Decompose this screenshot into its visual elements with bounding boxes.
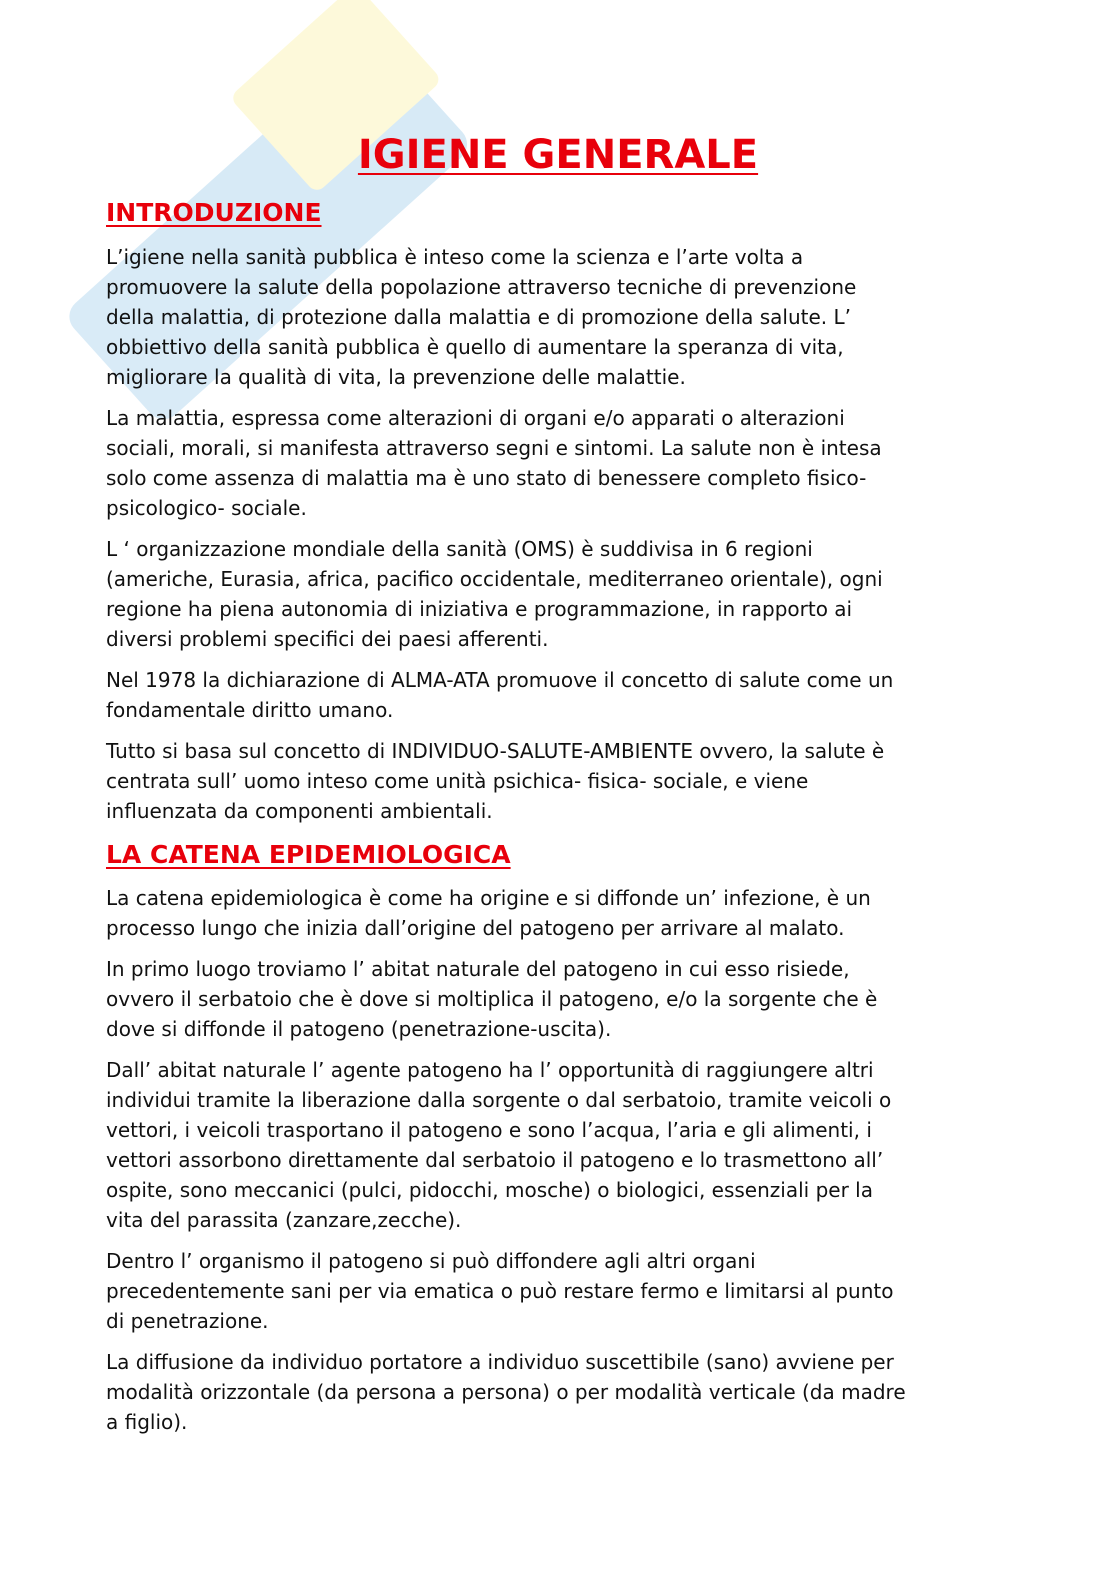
paragraph xyxy=(106,1055,891,1235)
heading-catena-epidemiologica: LA CATENA EPIDEMIOLOGICA xyxy=(106,840,511,869)
text-line: processo lungo che inizia dall’origine del patogeno per arrivare al malato. xyxy=(106,916,845,940)
text-line: della malattia, di protezione dalla malattia e di promozione della salute. L’ xyxy=(106,305,851,329)
paragraph xyxy=(106,403,882,523)
text-line: regione ha piena autonomia di iniziativa e programmazione, in rapporto ai xyxy=(106,597,853,621)
text-line: precedentemente sani per via ematica o può restare fermo e limitarsi al punto xyxy=(106,1279,894,1303)
text-line: In primo luogo troviamo l’ abitat naturale del patogeno in cui esso risiede, xyxy=(106,957,850,981)
text-line: fondamentale diritto umano. xyxy=(106,698,394,722)
text-line: Dall’ abitat naturale l’ agente patogeno ha l’ opportunità di raggiungere altri xyxy=(106,1058,874,1082)
heading-introduzione: INTRODUZIONE xyxy=(106,198,322,227)
text-line: promuovere la salute della popolazione attraverso tecniche di prevenzione xyxy=(106,275,857,299)
paragraph xyxy=(106,242,856,392)
text-line: ospite, sono meccanici (pulci, pidocchi, mosche) o biologici, essenziali per la xyxy=(106,1178,873,1202)
text-line: modalità orizzontale (da persona a persona) o per modalità verticale (da madre xyxy=(106,1380,906,1404)
text-line: migliorare la qualità di vita, la prevenzione delle malattie. xyxy=(106,365,686,389)
text-line: (americhe, Eurasia, africa, pacifico occidentale, mediterraneo orientale), ogni xyxy=(106,567,883,591)
paragraph xyxy=(106,1347,906,1437)
text-line: La catena epidemiologica è come ha origine e si diffonde un’ infezione, è un xyxy=(106,886,871,910)
text-line: sociali, morali, si manifesta attraverso segni e sintomi. La salute non è intesa xyxy=(106,436,882,460)
paragraph xyxy=(106,883,871,943)
text-line: ovvero il serbatoio che è dove si moltiplica il patogeno, e/o la sorgente che è xyxy=(106,987,878,1011)
paragraph xyxy=(106,665,893,725)
text-line: di penetrazione. xyxy=(106,1309,269,1333)
text-line: vettori assorbono direttamente dal serbatoio il patogeno e lo trasmettono all’ xyxy=(106,1148,884,1172)
paragraph xyxy=(106,534,883,654)
text-line: obbiettivo della sanità pubblica è quello di aumentare la speranza di vita, xyxy=(106,335,844,359)
text-line: individui tramite la liberazione dalla sorgente o dal serbatoio, tramite veicoli o xyxy=(106,1088,892,1112)
text-line: La diffusione da individuo portatore a individuo suscettibile (sano) avviene per xyxy=(106,1350,894,1374)
text-line: Dentro l’ organismo il patogeno si può diffondere agli altri organi xyxy=(106,1249,756,1273)
text-line: Tutto si basa sul concetto di INDIVIDUO-SALUTE-AMBIENTE ovvero, la salute è xyxy=(106,739,885,763)
text-line: L’igiene nella sanità pubblica è inteso come la scienza e l’arte volta a xyxy=(106,245,804,269)
text-line: diversi problemi specifici dei paesi afferenti. xyxy=(106,627,549,651)
text-line: psicologico- sociale. xyxy=(106,496,307,520)
text-line: solo come assenza di malattia ma è uno stato di benessere completo fisico- xyxy=(106,466,867,490)
text-line: dove si diffonde il patogeno (penetrazione-uscita). xyxy=(106,1017,612,1041)
document-title: IGIENE GENERALE xyxy=(357,132,759,178)
text-line: vettori, i veicoli trasportano il patogeno e sono l’acqua, l’aria e gli alimenti, i xyxy=(106,1118,872,1142)
text-line: L ‘ organizzazione mondiale della sanità (OMS) è suddivisa in 6 regioni xyxy=(106,537,813,561)
text-line: a figlio). xyxy=(106,1410,188,1434)
text-line: vita del parassita (zanzare,zecche). xyxy=(106,1208,462,1232)
text-line: Nel 1978 la dichiarazione di ALMA-ATA promuove il concetto di salute come un xyxy=(106,668,894,692)
text-line: influenzata da componenti ambientali. xyxy=(106,799,493,823)
text-line: La malattia, espressa come alterazioni di organi e/o apparati o alterazioni xyxy=(106,406,845,430)
paragraph xyxy=(106,736,884,826)
paragraph xyxy=(106,954,877,1044)
text-line: centrata sull’ uomo inteso come unità psichica- fisica- sociale, e viene xyxy=(106,769,809,793)
paragraph xyxy=(106,1246,893,1336)
